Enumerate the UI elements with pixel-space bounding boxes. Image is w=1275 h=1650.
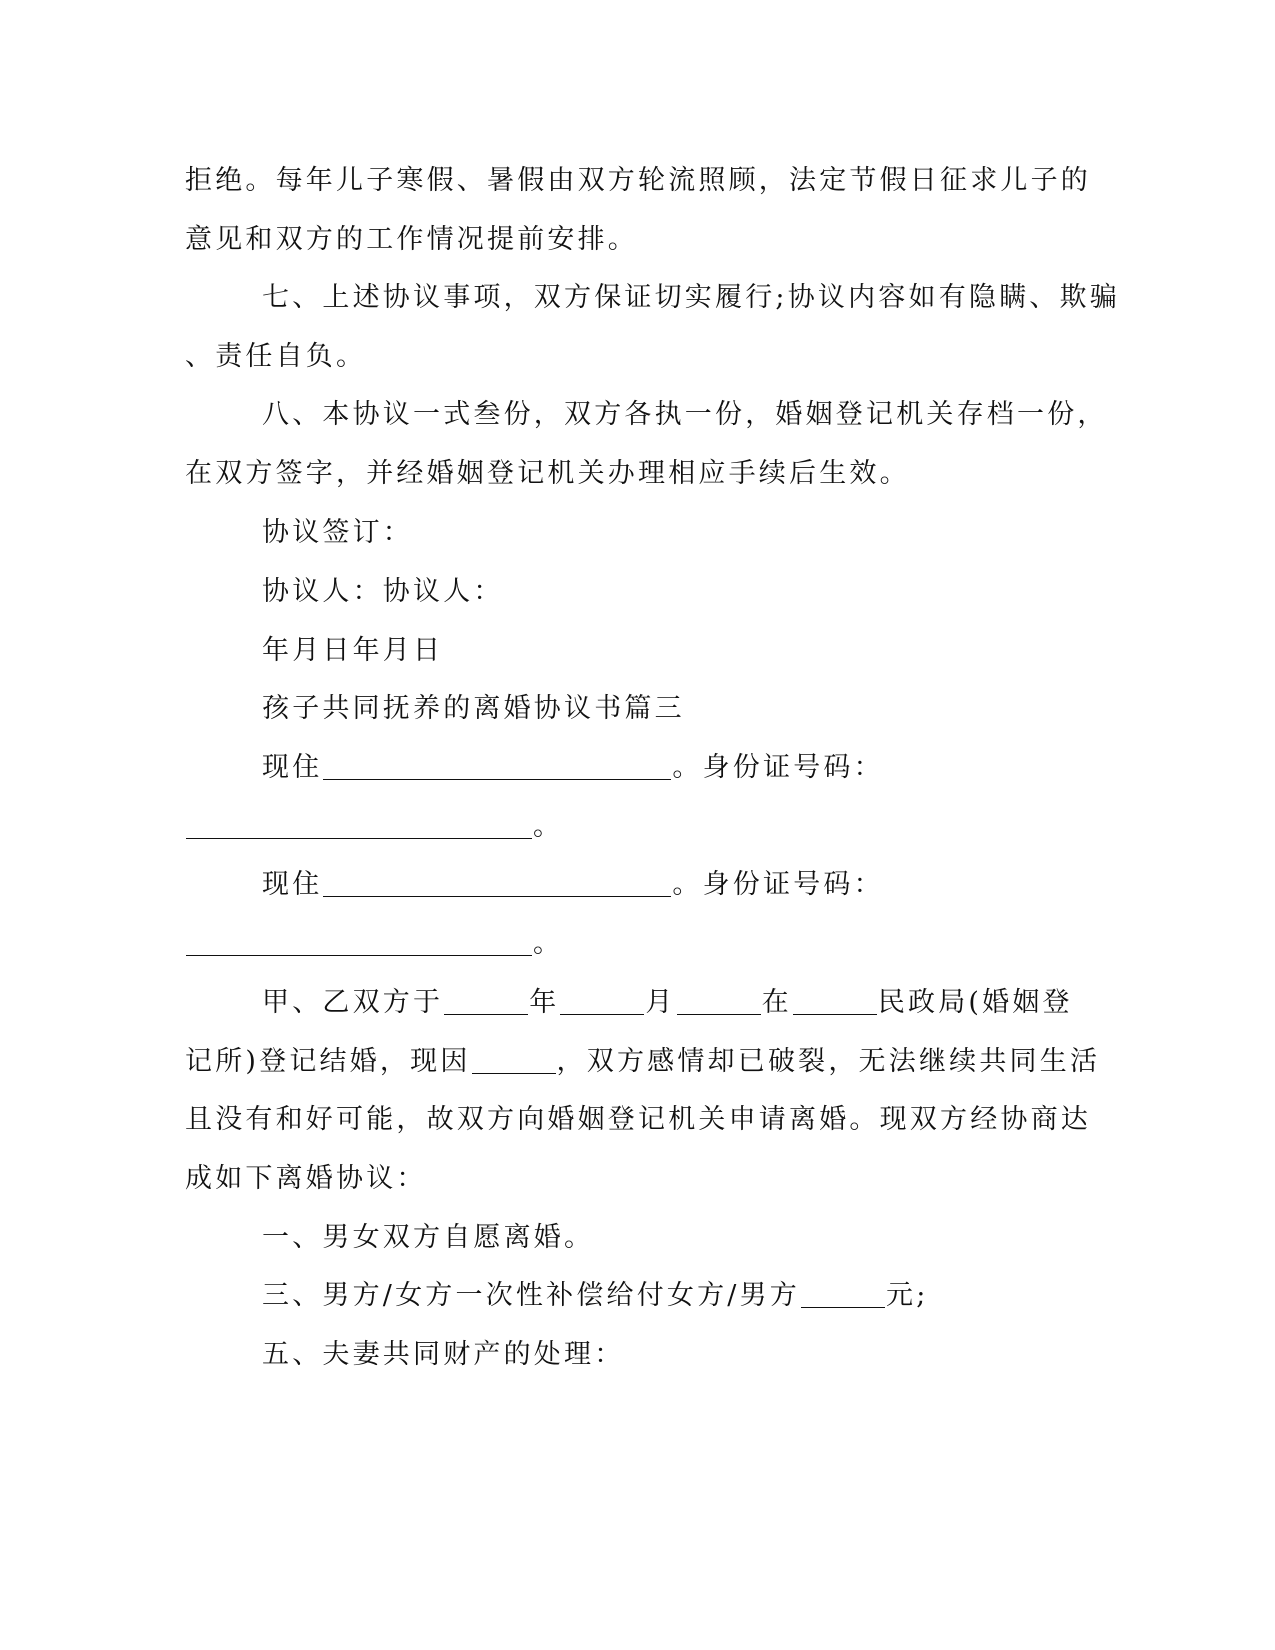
text-fragment: 甲、乙双方于 — [262, 987, 444, 1018]
text-fragment: 元; — [886, 1280, 929, 1311]
paragraph-line: 拒绝。每年儿子寒假、暑假由双方轮流照顾，法定节假日征求儿子的 — [185, 165, 1091, 196]
paragraph-line: 、责任自负。 — [185, 341, 367, 372]
text-fragment: 年 — [529, 987, 560, 1018]
id-label: 。身份证号码： — [672, 869, 884, 900]
text-fragment: 在 — [761, 987, 792, 1018]
address-label: 现住 — [262, 869, 323, 900]
period: 。 — [533, 928, 564, 959]
clause-eight: 八、本协议一式叁份，双方各执一份，婚姻登记机关存档一份， — [262, 399, 1108, 430]
period: 。 — [533, 811, 564, 842]
day-blank — [677, 984, 761, 1015]
id-line — [185, 921, 1065, 967]
marriage-registration-line — [262, 980, 1142, 1026]
paragraph-line: 在双方签字，并经婚姻登记机关办理相应手续后生效。 — [185, 458, 910, 489]
reason-blank — [472, 1043, 556, 1074]
month-blank — [560, 984, 644, 1015]
address-line — [262, 745, 1142, 791]
text-fragment: ，双方感情却已破裂，无法继续共同生活 — [556, 1046, 1101, 1077]
paragraph-line: 成如下离婚协议： — [185, 1163, 427, 1194]
address-label: 现住 — [262, 752, 323, 783]
date-line: 年月日年月日 — [262, 635, 444, 666]
id-number-blank — [186, 808, 532, 839]
paragraph-line: 意见和双方的工作情况提前安排。 — [185, 224, 638, 255]
address-line — [262, 862, 1142, 908]
address-blank — [323, 866, 671, 897]
paragraph-line: 且没有和好可能，故双方向婚姻登记机关申请离婚。现双方经协商达 — [185, 1104, 1091, 1135]
text-fragment: 月 — [645, 987, 676, 1018]
section-title: 孩子共同抚养的离婚协议书篇三 — [262, 693, 685, 724]
id-label: 。身份证号码： — [672, 752, 884, 783]
clause-seven: 七、上述协议事项，双方保证切实履行;协议内容如有隐瞒、欺骗 — [262, 282, 1120, 313]
bureau-blank — [793, 984, 877, 1015]
signing-label: 协议签订： — [262, 517, 413, 548]
text-fragment: 民政局(婚姻登 — [877, 987, 1073, 1018]
id-line — [185, 804, 1065, 850]
clause-one: 一、男女双方自愿离婚。 — [262, 1222, 595, 1253]
paragraph-line — [185, 1039, 1101, 1085]
id-number-blank — [186, 925, 532, 956]
clause-three — [262, 1273, 1142, 1319]
text-fragment: 三、男方/女方一次性补偿给付女方/男方 — [262, 1280, 800, 1311]
text-fragment: 记所)登记结婚，现因 — [185, 1046, 471, 1077]
clause-five: 五、夫妻共同财产的处理： — [262, 1339, 625, 1370]
year-blank — [444, 984, 528, 1015]
address-blank — [323, 749, 671, 780]
signatories-line: 协议人：协议人： — [262, 576, 504, 607]
amount-blank — [801, 1277, 885, 1308]
